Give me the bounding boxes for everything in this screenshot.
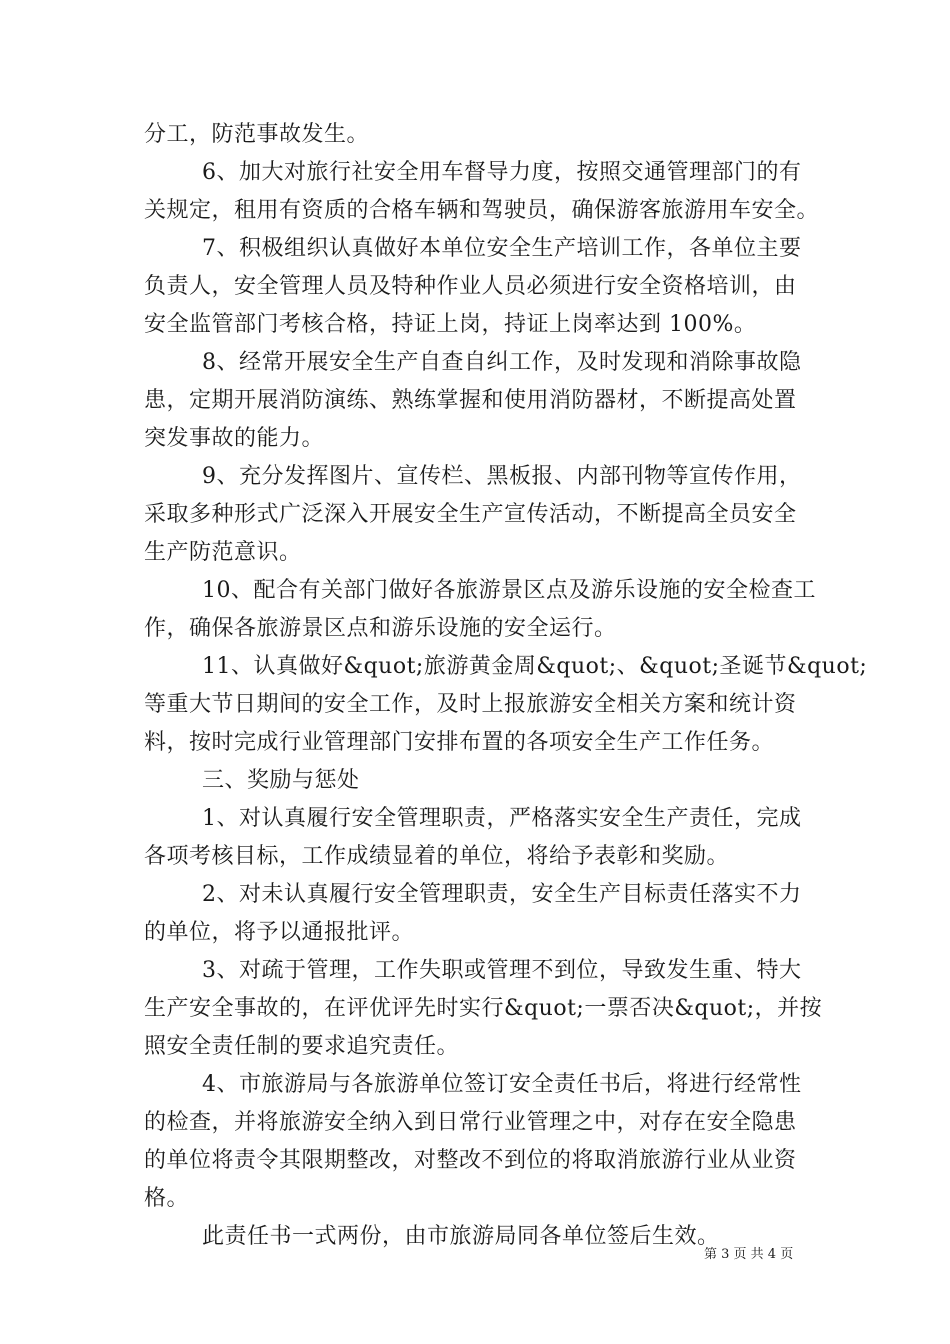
- text-line: 10、配合有关部门做好各旅游景区点及游乐设施的安全检查工: [202, 578, 816, 603]
- text-line: 安全监管部门考核合格，持证上岗，持证上岗率达到 100%。: [144, 312, 757, 337]
- text-line: 此责任书一式两份，由市旅游局同各单位签后生效。: [202, 1224, 720, 1249]
- text-line: 生产防范意识。: [144, 540, 302, 565]
- section-heading: 三、奖励与惩处: [202, 768, 360, 793]
- text-line: 7、积极组织认真做好本单位安全生产培训工作，各单位主要: [202, 236, 802, 261]
- text-line: 突发事故的能力。: [144, 426, 325, 451]
- text-line: 的单位将责令其限期整改，对整改不到位的将取消旅游行业从业资: [144, 1148, 797, 1173]
- text-line: 4、市旅游局与各旅游单位签订安全责任书后，将进行经常性: [202, 1072, 802, 1097]
- text-line: 1、对认真履行安全管理职责，严格落实安全生产责任，完成: [202, 806, 802, 831]
- text-line: 9、充分发挥图片、宣传栏、黑板报、内部刊物等宣传作用，: [202, 464, 802, 489]
- text-line: 料，按时完成行业管理部门安排布置的各项安全生产工作任务。: [144, 730, 775, 755]
- text-line: 各项考核目标，工作成绩显着的单位，将给予表彰和奖励。: [144, 844, 730, 869]
- text-line: 采取多种形式广泛深入开展安全生产宣传活动，不断提高全员安全: [144, 502, 797, 527]
- text-line: 6、加大对旅行社安全用车督导力度，按照交通管理部门的有: [202, 160, 802, 185]
- text-line: 分工，防范事故发生。: [144, 122, 370, 147]
- text-line: 的检查，并将旅游安全纳入到日常行业管理之中，对存在安全隐患: [144, 1110, 797, 1135]
- text-line: 11、认真做好&quot;旅游黄金周&quot;、&quot;圣诞节&quot;: [202, 654, 868, 679]
- page-number: 第 3 页 共 4 页: [704, 1247, 794, 1262]
- text-line: 关规定，租用有资质的合格车辆和驾驶员，确保游客旅游用车安全。: [144, 198, 820, 223]
- text-line: 3、对疏于管理，工作失职或管理不到位，导致发生重、特大: [202, 958, 802, 983]
- text-line: 作，确保各旅游景区点和游乐设施的安全运行。: [144, 616, 617, 641]
- document-body: [144, 116, 868, 1256]
- text-line: 生产安全事故的，在评优评先时实行&quot;一票否决&quot;，并按: [144, 996, 823, 1021]
- text-line: 等重大节日期间的安全工作，及时上报旅游安全相关方案和统计资: [144, 692, 797, 717]
- text-line: 8、经常开展安全生产自查自纠工作，及时发现和消除事故隐: [202, 350, 802, 375]
- text-line: 患，定期开展消防演练、熟练掌握和使用消防器材，不断提高处置: [144, 388, 797, 413]
- text-line: 负责人，安全管理人员及特种作业人员必须进行安全资格培训，由: [144, 274, 797, 299]
- text-line: 的单位，将予以通报批评。: [144, 920, 415, 945]
- text-line: 2、对未认真履行安全管理职责，安全生产目标责任落实不力: [202, 882, 802, 907]
- text-line: 格。: [144, 1186, 190, 1211]
- text-line: 照安全责任制的要求追究责任。: [144, 1034, 460, 1059]
